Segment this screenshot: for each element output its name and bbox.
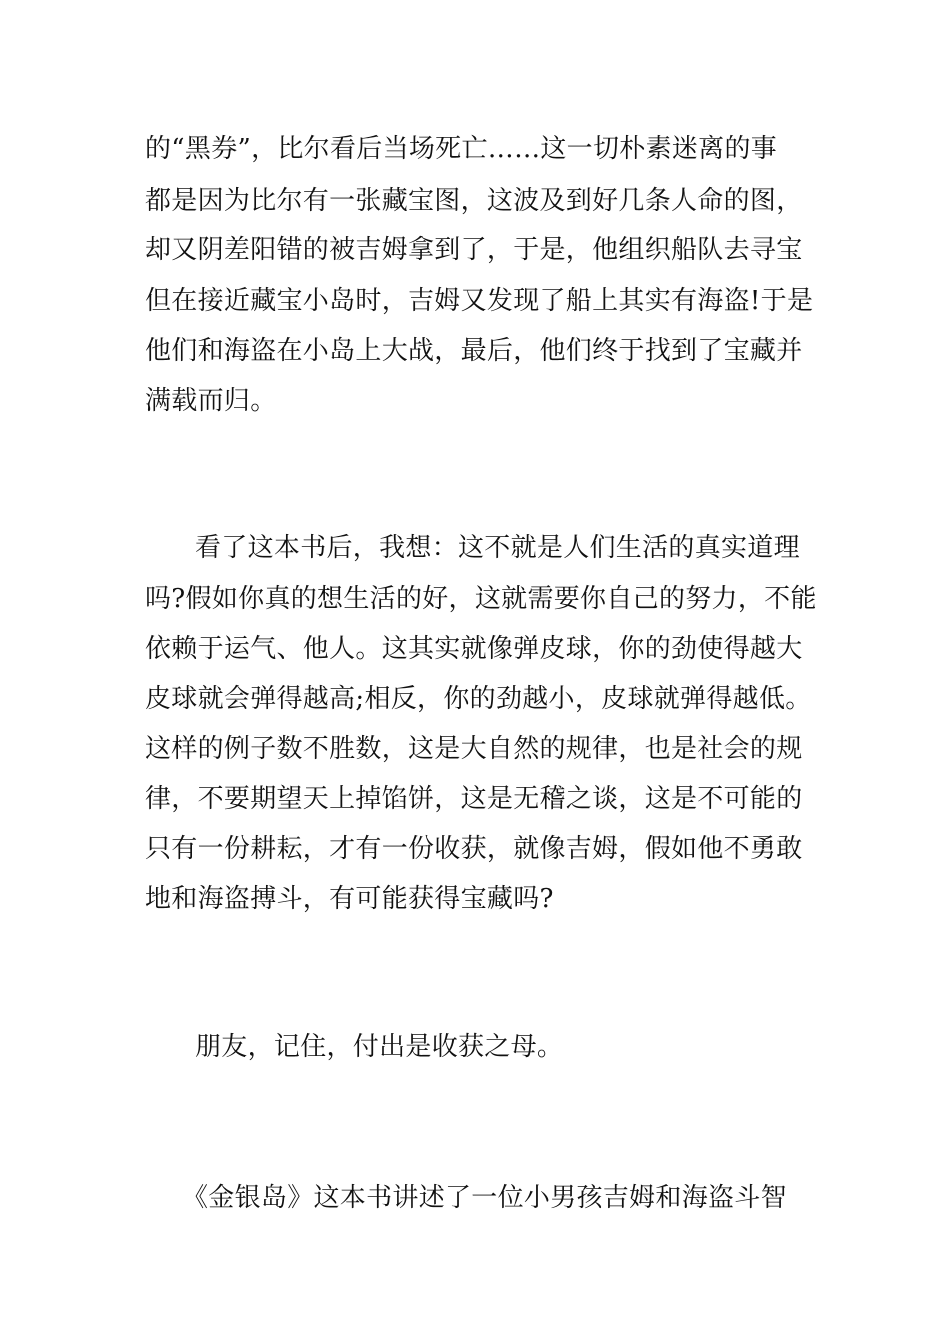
text-line: 只有一份耕耘，才有一份收获，就像吉姆，假如他不勇敢 — [145, 834, 803, 864]
text-line: 的“黑券”，比尔看后当场死亡……这一切朴素迷离的事 — [145, 134, 778, 164]
text-line: 却又阴差阳错的被吉姆拿到了，于是，他组织船队去寻宝 — [145, 235, 803, 265]
text-line: 皮球就会弹得越高;相反，你的劲越小，皮球就弹得越低。 — [145, 684, 812, 714]
text-line: 地和海盗搏斗，有可能获得宝藏吗? — [145, 884, 554, 914]
text-line: 满载而归。 — [145, 386, 277, 416]
text-line: 他们和海盗在小岛上大战，最后，他们终于找到了宝藏并 — [145, 336, 803, 366]
text-line: 都是因为比尔有一张藏宝图，这波及到好几条人命的图， — [145, 186, 803, 216]
text-line: 朋友，记住，付出是收获之母。 — [195, 1032, 564, 1062]
text-line: 律，不要期望天上掉馅饼，这是无稽之谈，这是不可能的 — [145, 784, 803, 814]
text-line: 看了这本书后，我想：这不就是人们生活的真实道理 — [195, 533, 800, 563]
text-line: 这样的例子数不胜数，这是大自然的规律，也是社会的规 — [145, 734, 803, 764]
text-line: 依赖于运气、他人。这其实就像弹皮球，你的劲使得越大 — [145, 634, 803, 664]
text-line: 但在接近藏宝小岛时，吉姆又发现了船上其实有海盗!于是 — [145, 286, 814, 316]
text-line: 《金银岛》这本书讲述了一位小男孩吉姆和海盗斗智 — [182, 1183, 787, 1213]
text-line: 吗?假如你真的想生活的好，这就需要你自己的努力，不能 — [145, 584, 817, 614]
